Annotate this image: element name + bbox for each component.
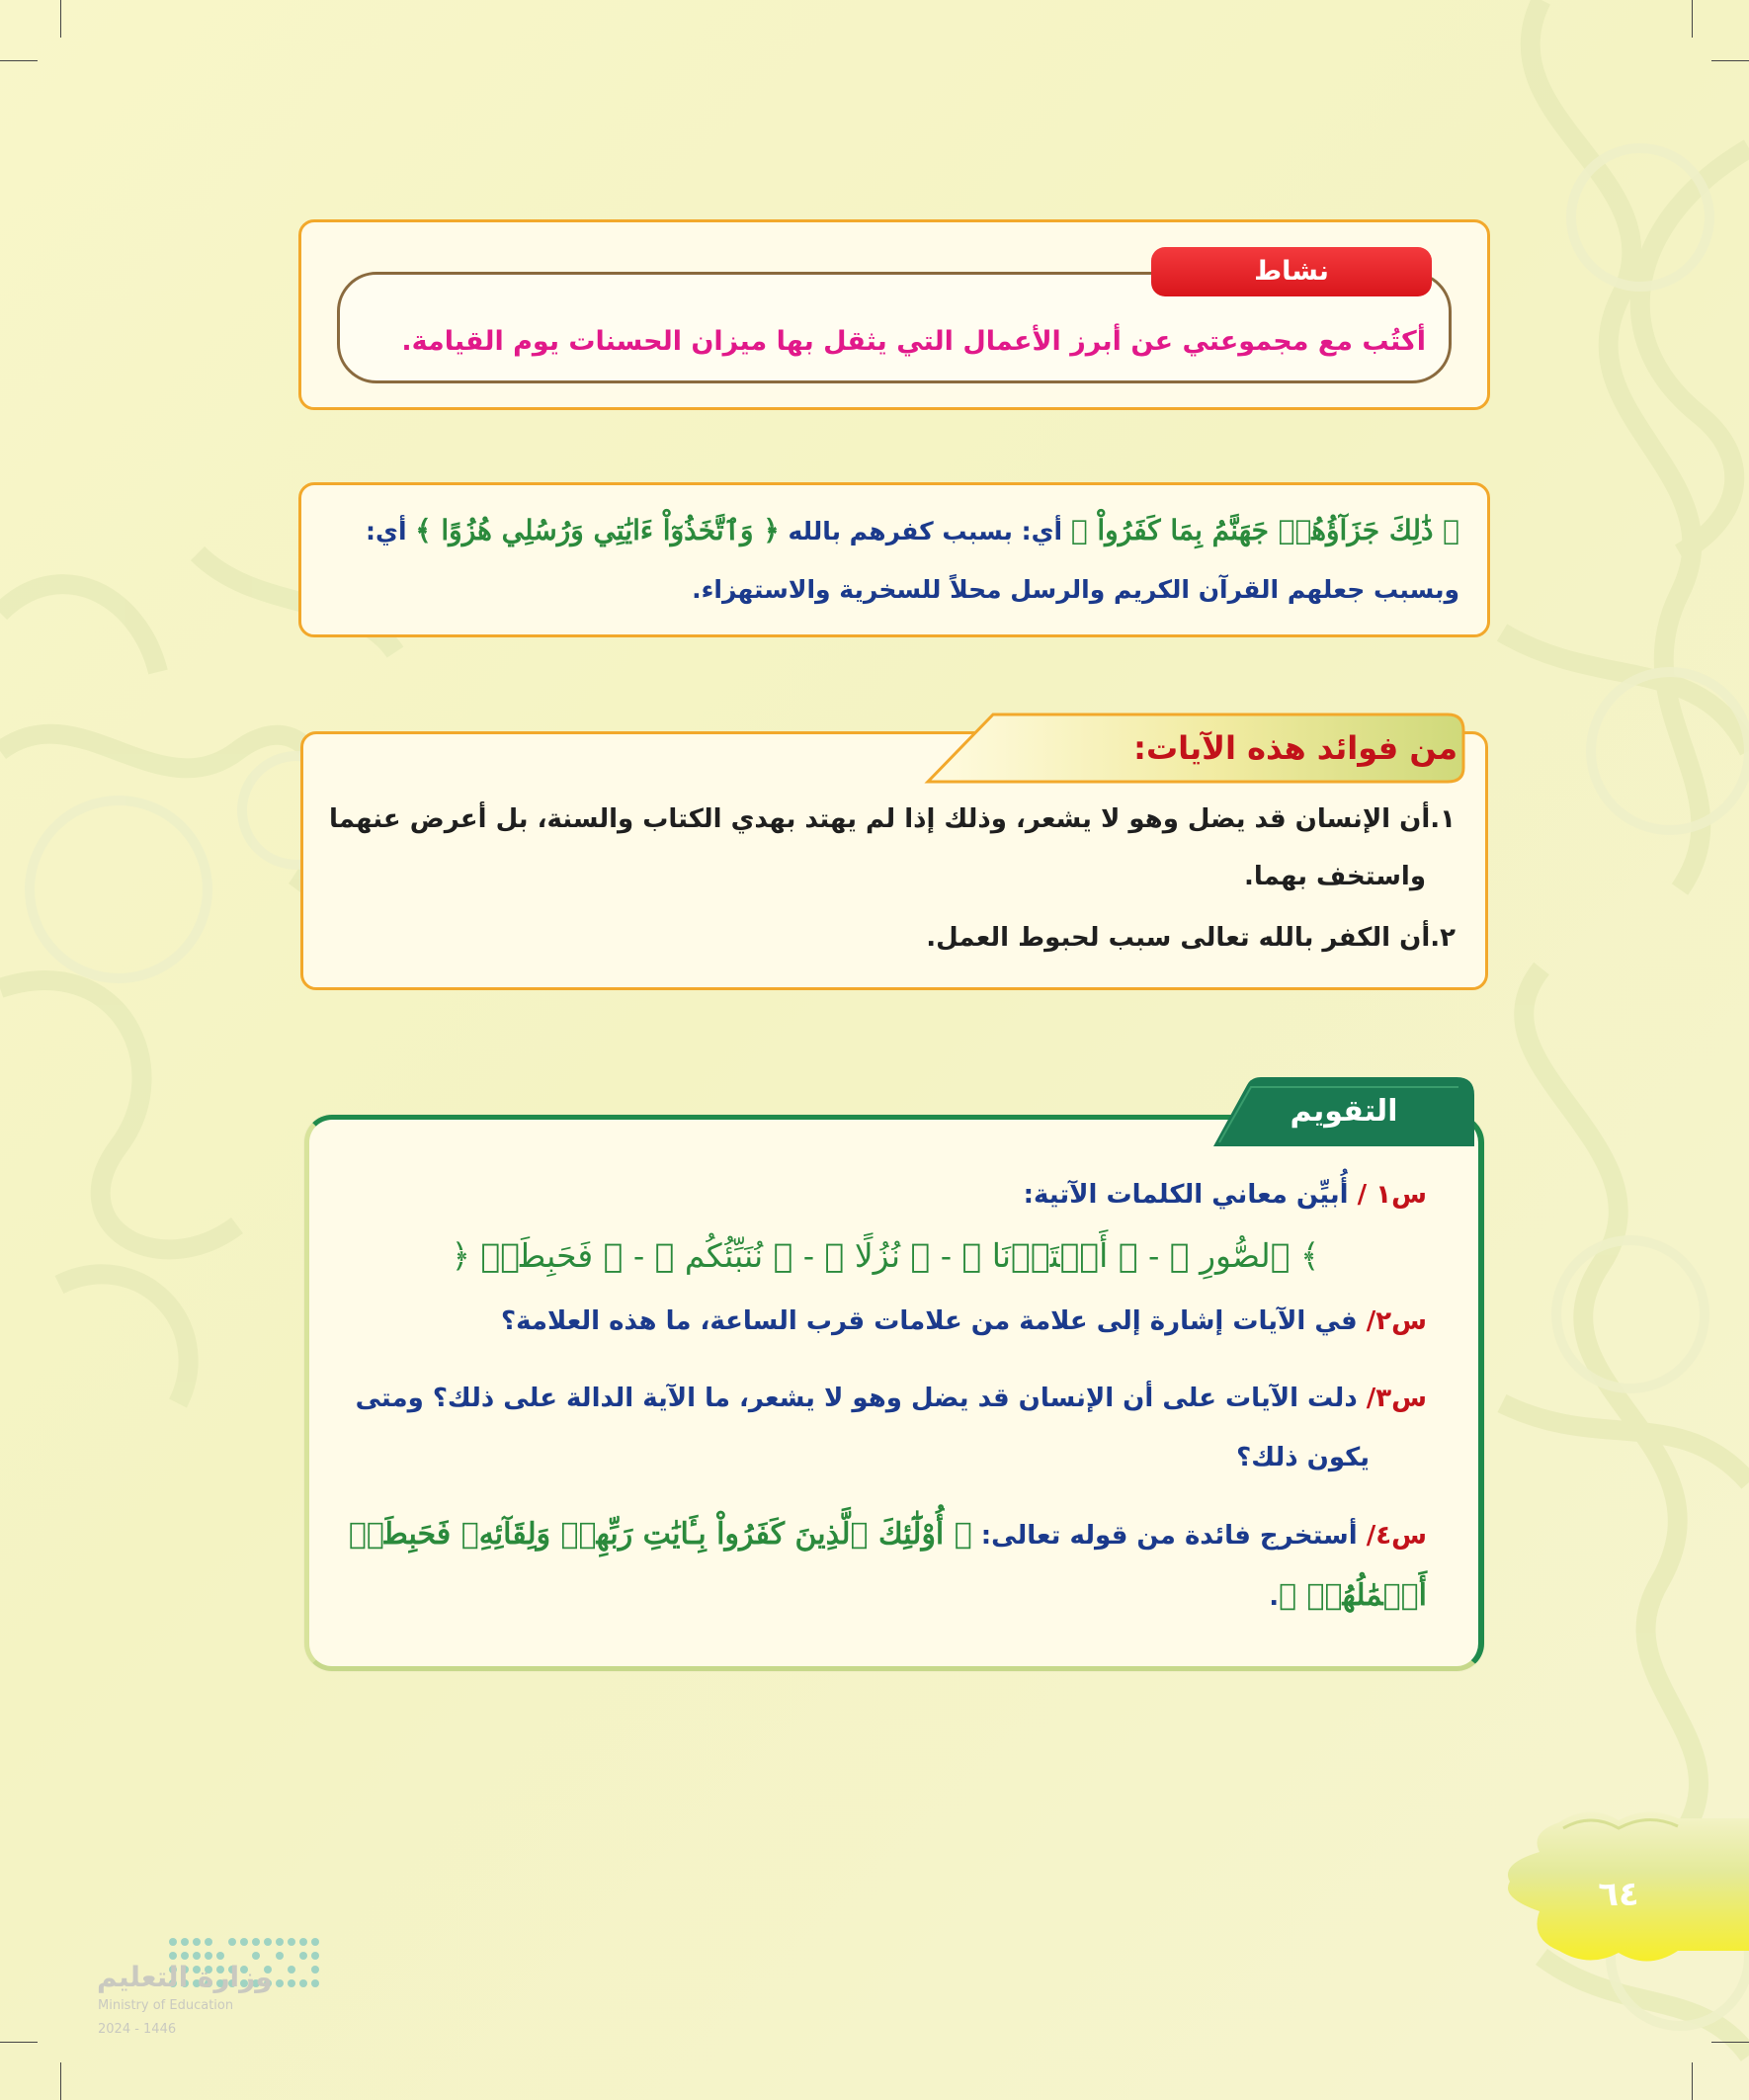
question-2: [340, 1298, 1427, 1345]
crop-mark: [60, 2062, 61, 2100]
question-3-cont: يكون ذلك؟: [1236, 1443, 1370, 1472]
question-end: .: [1269, 1582, 1280, 1612]
question-text: أستخرج فائدة من قوله تعالى:: [980, 1521, 1358, 1551]
question-number: س٣/: [1366, 1384, 1427, 1413]
benefits-card: [300, 731, 1488, 990]
benefits-title: من فوائد هذه الآيات:: [1133, 729, 1458, 767]
question-number: س٢/: [1366, 1306, 1427, 1336]
question-4: [340, 1511, 1427, 1559]
ministry-logo-english: Ministry of Education: [98, 1998, 234, 2013]
crop-mark: [60, 0, 61, 38]
question-text: دلت الآيات على أن الإنسان قد يضل وهو لا يشعر، ما الآية الدالة على ذلك؟ ومتى: [355, 1384, 1358, 1413]
evaluation-card: [304, 1115, 1484, 1671]
ministry-logo-arabic: وزارة التعليم: [97, 1961, 273, 1993]
question-3: [340, 1375, 1427, 1422]
verse-line-1: [313, 507, 1459, 555]
crop-mark: [1692, 2062, 1693, 2100]
quran-quote: ﴿ ذَٰلِكَ جَزَآؤُهُمۡ جَهَنَّمُ بِمَا كَفَرُواْ ﴾: [1070, 514, 1459, 546]
question-1-words: ﴿ ٱلصُّورِ ﴾ - ﴿ أَعۡتَدۡنَا ﴾ - ﴿ نُزُلًا ﴾ - ﴿ نُنَبِّئُكُم ﴾ - ﴿ فَحَبِطَتۡ ﴾: [451, 1236, 1320, 1275]
verse-card: [298, 482, 1490, 637]
crop-mark: [1692, 0, 1693, 38]
question-number: س٤/: [1366, 1521, 1427, 1551]
crop-mark: [1711, 2042, 1749, 2043]
question-4-cont: [340, 1572, 1427, 1621]
ministry-logo-year: 2024 - 1446: [98, 2022, 177, 2037]
activity-instruction: أكتُب مع مجموعتي عن أبرز الأعمال التي يثقل بها ميزان الحسنات يوم القيامة.: [401, 326, 1426, 357]
quran-quote: ﴿ وَٱتَّخَذُوٓاْ ءَايَٰتِي وَرُسُلِي هُزُوًا ﴾: [415, 514, 780, 546]
page-number: ٦٤: [1598, 1875, 1639, 1914]
crop-mark: [1711, 60, 1749, 61]
question-text: أُبيِّن معاني الكلمات الآتية:: [1023, 1180, 1349, 1210]
quran-quote: ﴿ أُوْلَٰٓئِكَ ٱلَّذِينَ كَفَرُواْ بِـَٔايَٰتِ رَبِّهِمۡ وَلِقَآئِهِۦ فَحَبِطَتۡ: [348, 1517, 972, 1552]
verse-explanation: أي:: [366, 517, 407, 546]
benefit-item-1-cont: واستخف بهما.: [1243, 862, 1426, 891]
verse-explanation: أي: بسبب كفرهم بالله: [788, 517, 1063, 546]
question-text: في الآيات إشارة إلى علامة من علامات قرب الساعة، ما هذه العلامة؟: [501, 1306, 1358, 1336]
benefit-item-2: ٢.أن الكفر بالله تعالى سبب لحبوط العمل.: [926, 923, 1456, 953]
question-number: س١ /: [1357, 1180, 1427, 1210]
activity-tag: نشاط: [1151, 247, 1432, 296]
evaluation-title: التقويم: [1290, 1094, 1398, 1129]
question-1: [340, 1171, 1427, 1218]
crop-mark: [0, 2042, 38, 2043]
quran-quote: أَعۡمَٰلُهُمۡ ﴾: [1279, 1578, 1427, 1613]
crop-mark: [0, 60, 38, 61]
verse-line-2: وبسبب جعلهم القرآن الكريم والرسل محلاً للسخرية والاستهزاء.: [692, 575, 1459, 604]
benefit-item-1: ١.أن الإنسان قد يضل وهو لا يشعر، وذلك إذا لم يهتد بهدي الكتاب والسنة، بل أعرض عنهما: [328, 804, 1456, 834]
activity-card: [298, 219, 1490, 410]
